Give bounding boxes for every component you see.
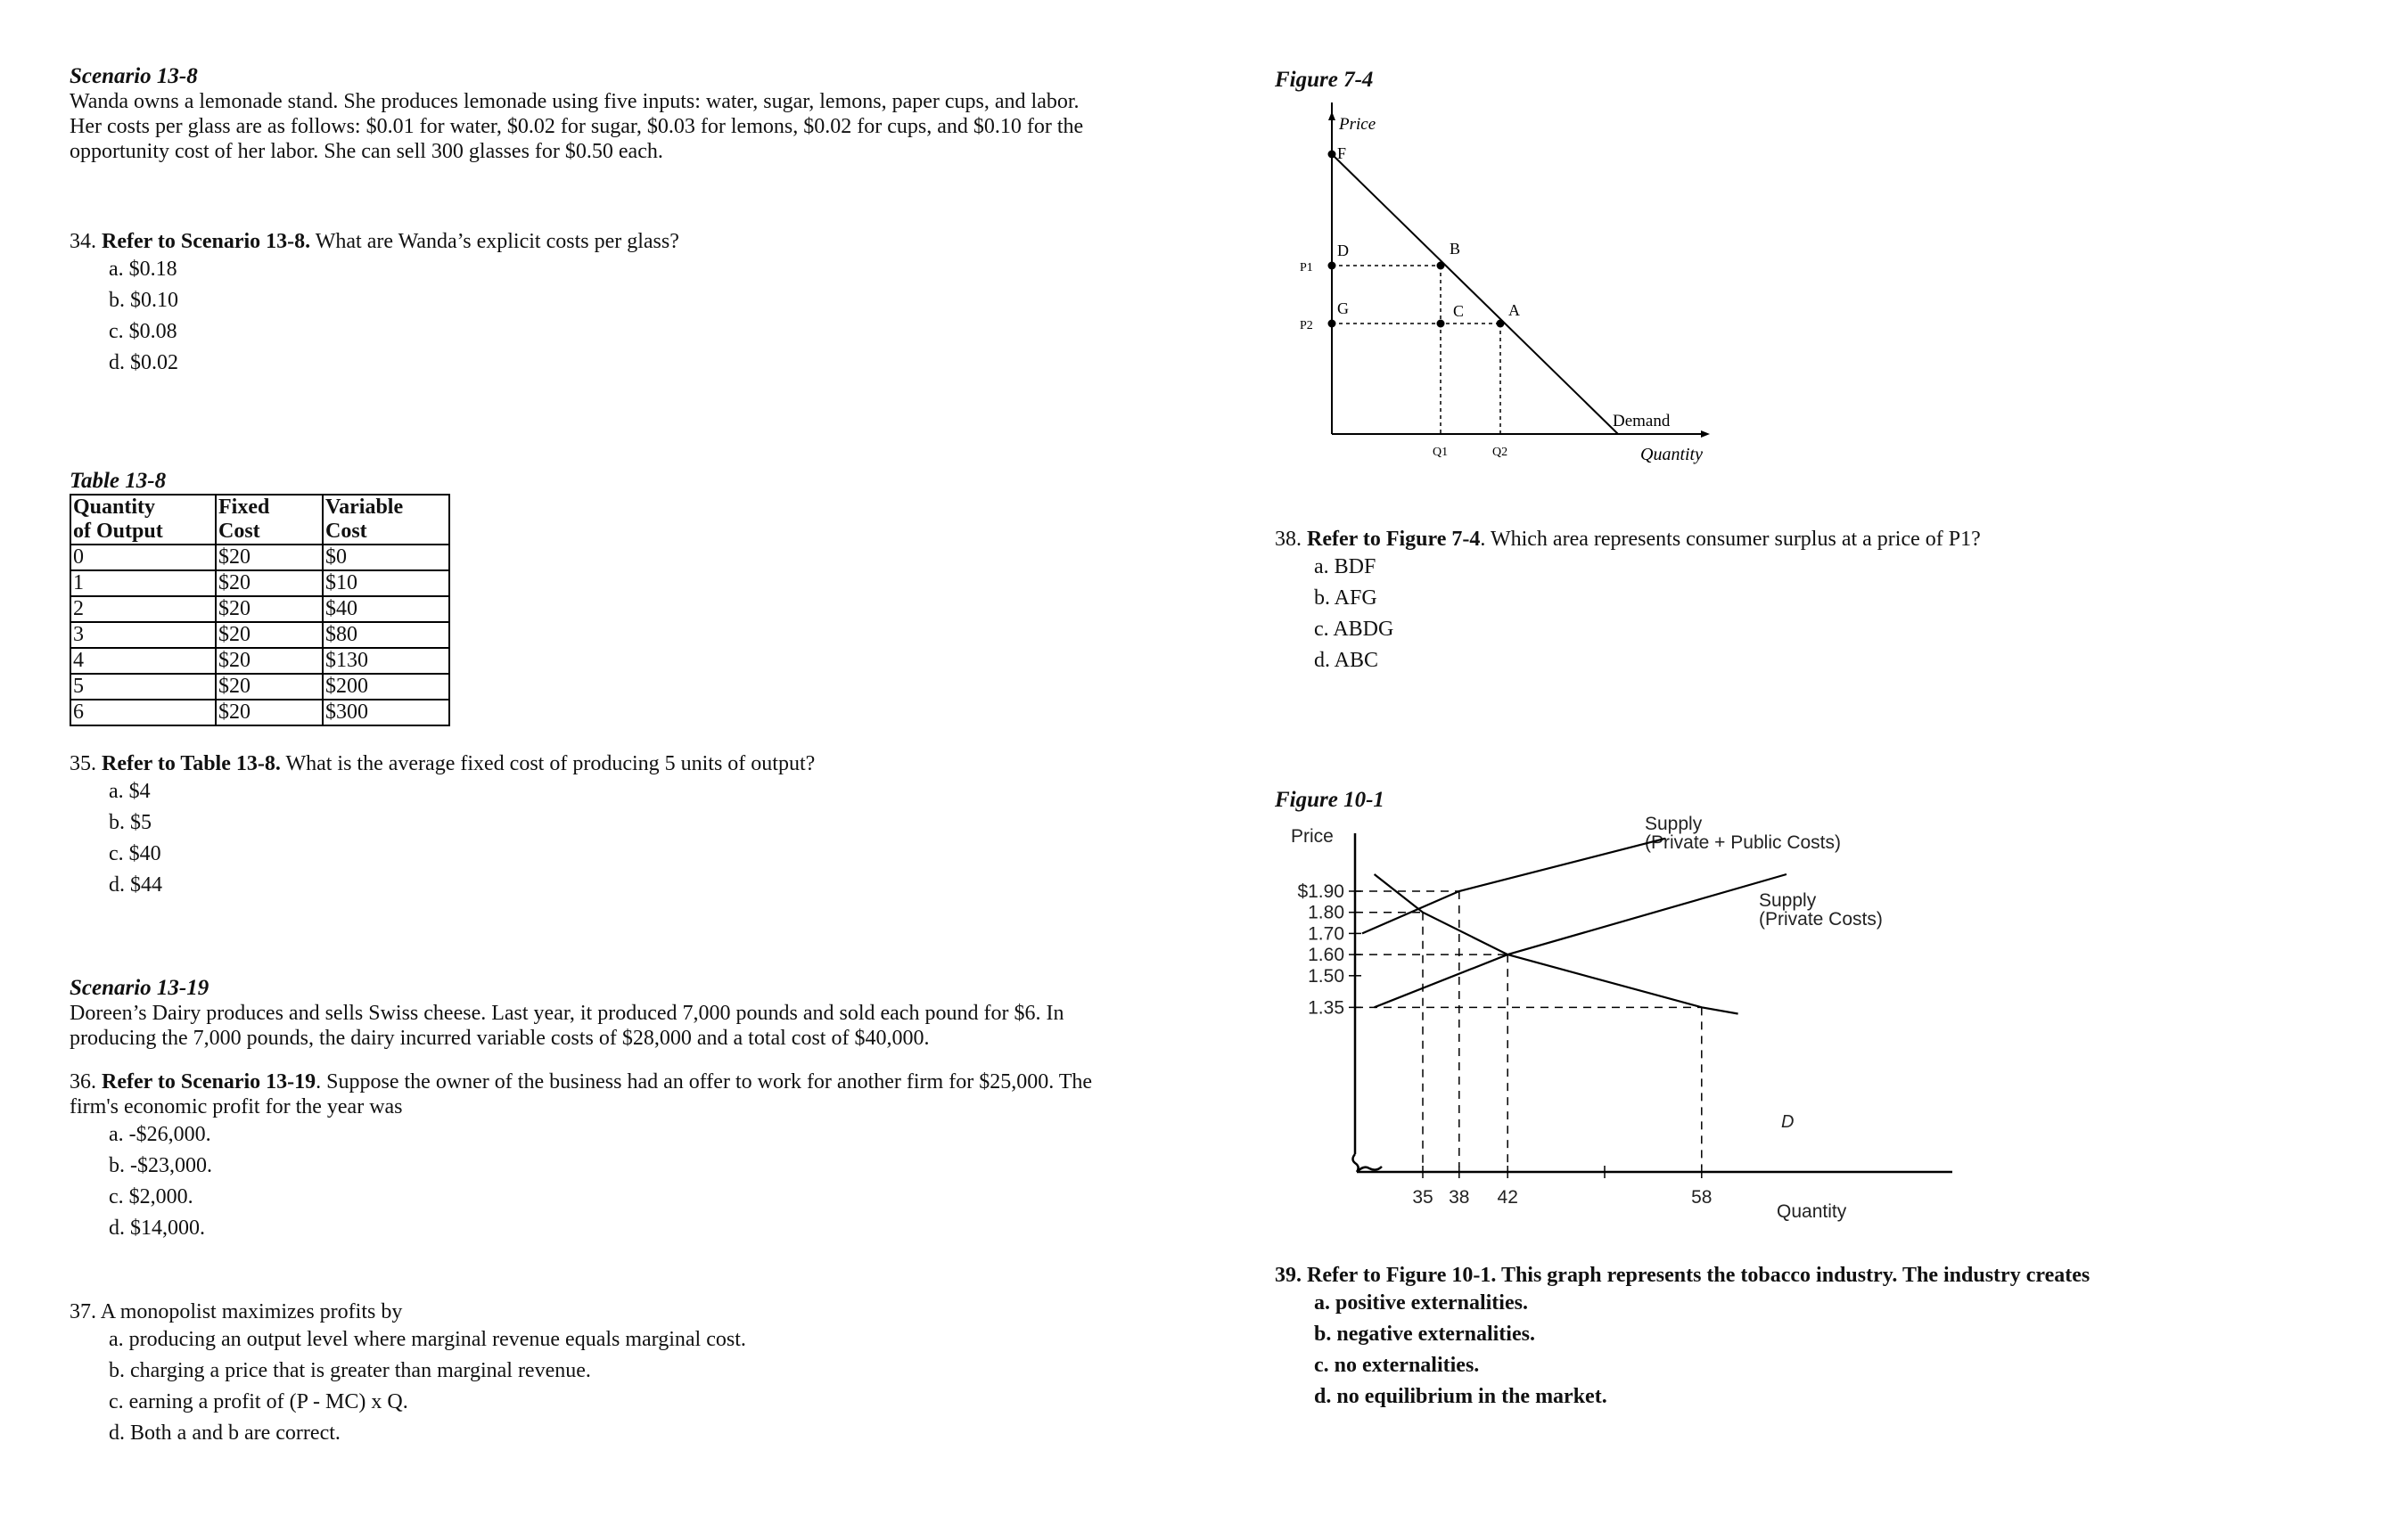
answer-option-a[interactable]: a. producing an output level where marginal revenue equals marginal cost. bbox=[109, 1328, 746, 1351]
cell-quantity: 6 bbox=[70, 700, 216, 725]
question-37 bbox=[70, 1299, 746, 1449]
x-tick-label: 38 bbox=[1449, 1187, 1470, 1208]
cell-variable-cost: $10 bbox=[323, 570, 449, 596]
question-text: What is the average fixed cost of producing 5 units of output? bbox=[285, 752, 816, 775]
answer-option-d[interactable]: d. ABC bbox=[1314, 649, 1379, 672]
scenario-title: Scenario 13-19 bbox=[70, 976, 209, 1000]
cell-fixed-cost: $20 bbox=[216, 674, 323, 700]
cell-fixed-cost: $20 bbox=[216, 570, 323, 596]
cell-variable-cost: $40 bbox=[323, 596, 449, 622]
supply-private-label bbox=[1759, 890, 1883, 930]
point-a bbox=[1497, 320, 1505, 328]
point-c bbox=[1437, 320, 1445, 328]
question-text: A monopolist maximizes profits by bbox=[100, 1300, 403, 1323]
x-tick-label: 35 bbox=[1412, 1187, 1433, 1208]
question-reference: Refer to Scenario 13-8. bbox=[102, 230, 311, 253]
y-tick-label: $1.90 bbox=[1297, 881, 1344, 902]
table-row bbox=[70, 648, 449, 674]
y-axis-label: Price bbox=[1339, 115, 1376, 134]
answer-option-a[interactable]: a. $0.18 bbox=[109, 258, 177, 281]
cell-variable-cost: $300 bbox=[323, 700, 449, 725]
x-axis-label: Quantity bbox=[1777, 1201, 1847, 1222]
cost-table bbox=[70, 494, 450, 726]
cell-quantity: 4 bbox=[70, 648, 216, 674]
cell-fixed-cost: $20 bbox=[216, 545, 323, 570]
answer-option-c[interactable]: c. ABDG bbox=[1314, 618, 1394, 641]
tick-p1: P1 bbox=[1300, 261, 1313, 274]
answer-option-b[interactable]: b. charging a price that is greater than marginal revenue. bbox=[109, 1359, 591, 1382]
question-reference: Refer to Scenario 13-19 bbox=[102, 1070, 316, 1094]
question-number: 35. bbox=[70, 752, 96, 775]
y-tick-label: 1.70 bbox=[1308, 923, 1344, 945]
x-axis-label: Quantity bbox=[1640, 445, 1703, 464]
x-tick-label: 58 bbox=[1691, 1187, 1713, 1208]
header-variable-cost: Variable Cost bbox=[323, 495, 449, 545]
scenario-title: Scenario 13-8 bbox=[70, 64, 198, 88]
question-reference: Refer to Figure 7-4 bbox=[1307, 528, 1481, 551]
question-38 bbox=[1275, 527, 1981, 676]
scenario-line: opportunity cost of her labor. She can sell 300 glasses for $0.50 each. bbox=[70, 140, 663, 163]
x-tick-label: 42 bbox=[1497, 1187, 1518, 1208]
cell-variable-cost: $0 bbox=[323, 545, 449, 570]
scenario-13-8 bbox=[70, 64, 1083, 164]
figure-10-1-chart bbox=[1275, 807, 1970, 1234]
x-axis-arrow bbox=[1701, 430, 1710, 438]
header-quantity: Quantity of Output bbox=[70, 495, 216, 545]
answer-option-b[interactable]: b. $0.10 bbox=[109, 289, 178, 312]
question-number: 39. bbox=[1275, 1264, 1302, 1287]
answer-option-c[interactable]: c. earning a profit of (P - MC) x Q. bbox=[109, 1390, 408, 1413]
answer-option-a[interactable]: a. -$26,000. bbox=[109, 1123, 211, 1146]
question-stem bbox=[1275, 527, 1981, 552]
demand-curve bbox=[1332, 154, 1618, 434]
cell-quantity: 1 bbox=[70, 570, 216, 596]
point-g bbox=[1328, 320, 1336, 328]
table-row bbox=[70, 674, 449, 700]
question-34 bbox=[70, 229, 679, 379]
scenario-line: Wanda owns a lemonade stand. She produces lemonade using five inputs: water, sugar, lemons, paper cups, and labor. bbox=[70, 90, 1080, 113]
figure-10-1-title: Figure 10-1 bbox=[1275, 788, 1384, 812]
answer-option-d[interactable]: d. $44 bbox=[109, 873, 162, 897]
answer-option-d[interactable]: d. $14,000. bbox=[109, 1216, 205, 1240]
table-13-8 bbox=[70, 469, 450, 726]
question-stem bbox=[70, 229, 679, 254]
y-tick-label: 1.80 bbox=[1308, 902, 1344, 923]
y-tick-label: 1.60 bbox=[1308, 945, 1344, 966]
answer-option-b[interactable]: b. negative externalities. bbox=[1314, 1323, 1535, 1346]
table-row bbox=[70, 700, 449, 725]
point-d bbox=[1328, 262, 1336, 270]
answer-option-b[interactable]: b. $5 bbox=[109, 811, 152, 834]
cell-quantity: 0 bbox=[70, 545, 216, 570]
scenario-line: Doreen’s Dairy produces and sells Swiss cheese. Last year, it produced 7,000 pounds and sold each pound for $6. In bbox=[70, 1002, 1064, 1025]
answer-option-b[interactable]: b. AFG bbox=[1314, 586, 1377, 610]
question-stem bbox=[70, 751, 815, 776]
point-b bbox=[1437, 262, 1445, 270]
demand-label: D bbox=[1781, 1112, 1795, 1132]
supply-social-label-line1: Supply bbox=[1645, 814, 1703, 834]
demand-line bbox=[1375, 874, 1738, 1014]
question-35 bbox=[70, 751, 815, 901]
question-text: Refer to Figure 10-1. This graph represents the tobacco industry. The industry creates bbox=[1307, 1264, 2090, 1287]
y-axis-arrow bbox=[1328, 111, 1335, 120]
question-stem bbox=[70, 1069, 1092, 1094]
scenario-13-19 bbox=[70, 976, 1064, 1051]
supply-private-label-line2: (Private Costs) bbox=[1759, 909, 1883, 930]
cell-variable-cost: $80 bbox=[323, 622, 449, 648]
cell-variable-cost: $130 bbox=[323, 648, 449, 674]
question-text: . Suppose the owner of the business had an offer to work for another firm for $25,000. The bbox=[316, 1070, 1093, 1094]
demand-label: Demand bbox=[1613, 412, 1671, 430]
supply-social-label-line2: (Private + Public Costs) bbox=[1645, 832, 1841, 853]
table-row bbox=[70, 596, 449, 622]
answer-option-b[interactable]: b. -$23,000. bbox=[109, 1154, 212, 1177]
figure-7-4-title: Figure 7-4 bbox=[1275, 68, 1374, 92]
answer-option-a[interactable]: a. BDF bbox=[1314, 555, 1376, 578]
table-row bbox=[70, 545, 449, 570]
answer-option-d[interactable]: d. Both a and b are correct. bbox=[109, 1421, 341, 1445]
label-g: G bbox=[1337, 299, 1349, 317]
table-title: Table 13-8 bbox=[70, 469, 167, 493]
cell-quantity: 3 bbox=[70, 622, 216, 648]
question-stem bbox=[70, 1299, 746, 1324]
answer-option-c[interactable]: c. no externalities. bbox=[1314, 1354, 1480, 1377]
table-row bbox=[70, 622, 449, 648]
y-tick-label: 1.50 bbox=[1308, 965, 1344, 987]
cell-fixed-cost: $20 bbox=[216, 622, 323, 648]
supply-social-line bbox=[1362, 839, 1665, 934]
y-axis-label: Price bbox=[1291, 826, 1334, 847]
question-text-continued: firm's economic profit for the year was bbox=[70, 1095, 403, 1118]
tick-q2: Q2 bbox=[1492, 446, 1508, 459]
answer-option-c[interactable]: c. $2,000. bbox=[109, 1185, 193, 1208]
scenario-line: Her costs per glass are as follows: $0.01 for water, $0.02 for sugar, $0.03 for lemons, $0.02 for cups, and $0.10 for the bbox=[70, 115, 1084, 138]
cell-variable-cost: $200 bbox=[323, 674, 449, 700]
y-tick-label: 1.35 bbox=[1308, 997, 1344, 1019]
question-text: . Which area represents consumer surplus at a price of P1? bbox=[1480, 528, 1981, 551]
question-reference: Refer to Table 13-8. bbox=[102, 752, 281, 775]
question-39 bbox=[1275, 1263, 2090, 1413]
answer-option-d[interactable]: d. no equilibrium in the market. bbox=[1314, 1385, 1607, 1408]
answer-option-c[interactable]: c. $40 bbox=[109, 842, 161, 865]
cell-fixed-cost: $20 bbox=[216, 648, 323, 674]
label-d: D bbox=[1337, 242, 1349, 259]
cell-fixed-cost: $20 bbox=[216, 596, 323, 622]
answer-option-c[interactable]: c. $0.08 bbox=[109, 320, 177, 343]
tick-p2: P2 bbox=[1300, 319, 1313, 332]
header-fixed-cost: Fixed Cost bbox=[216, 495, 323, 545]
question-number: 34. bbox=[70, 230, 96, 253]
question-number: 36. bbox=[70, 1070, 96, 1094]
question-number: 38. bbox=[1275, 528, 1302, 551]
cell-fixed-cost: $20 bbox=[216, 700, 323, 725]
question-number: 37. bbox=[70, 1300, 96, 1323]
supply-social-label bbox=[1645, 814, 1841, 853]
answer-option-d[interactable]: d. $0.02 bbox=[109, 351, 178, 374]
cell-quantity: 5 bbox=[70, 674, 216, 700]
y-axis-break bbox=[1353, 1154, 1359, 1172]
question-stem bbox=[1275, 1263, 2090, 1288]
supply-private-line bbox=[1375, 874, 1786, 1007]
label-a: A bbox=[1508, 301, 1520, 319]
label-b: B bbox=[1450, 240, 1461, 258]
table-header-row bbox=[70, 495, 449, 545]
table-row bbox=[70, 570, 449, 596]
cell-quantity: 2 bbox=[70, 596, 216, 622]
label-f: F bbox=[1337, 144, 1347, 162]
figure-7-4-graph bbox=[1275, 102, 1738, 477]
point-f bbox=[1328, 151, 1336, 159]
question-36 bbox=[70, 1069, 1092, 1244]
tick-q1: Q1 bbox=[1433, 446, 1449, 459]
scenario-line: producing the 7,000 pounds, the dairy incurred variable costs of $28,000 and a total cost of $40,000. bbox=[70, 1027, 930, 1050]
question-text: What are Wanda’s explicit costs per glass? bbox=[315, 230, 679, 253]
answer-option-a[interactable]: a. positive externalities. bbox=[1314, 1291, 1528, 1315]
supply-private-label-line1: Supply bbox=[1759, 890, 1817, 911]
answer-option-a[interactable]: a. $4 bbox=[109, 780, 151, 803]
label-c: C bbox=[1453, 302, 1465, 320]
